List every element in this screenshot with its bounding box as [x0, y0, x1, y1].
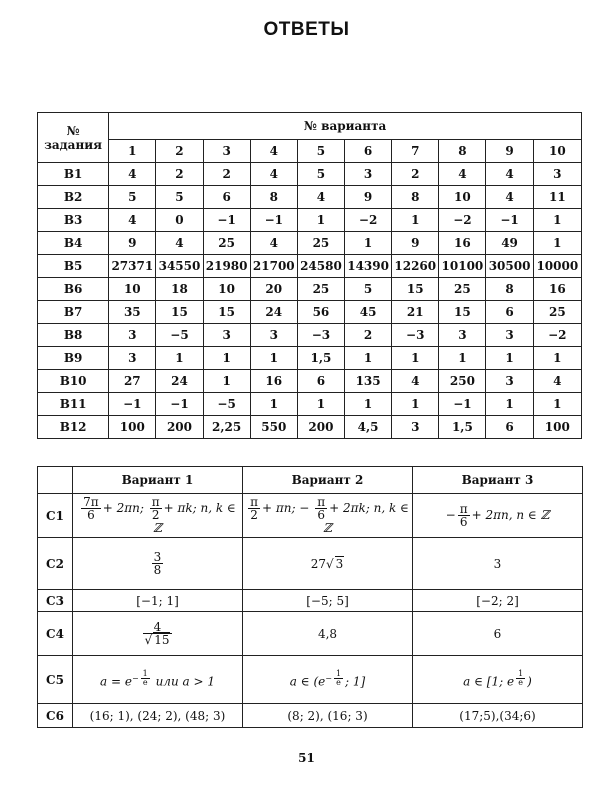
answer-cell: 25: [533, 301, 581, 324]
answer-cell: 21: [392, 301, 439, 324]
table-row: [38, 324, 582, 347]
row-label: B6: [38, 278, 109, 301]
answer-cell: 4: [439, 163, 486, 186]
answer-cell: 1,5: [439, 416, 486, 439]
variant-1-header: Вариант 1: [73, 467, 243, 494]
fraction: $\frac{\pi}{2}$: [250, 495, 258, 522]
row-label: B3: [38, 209, 109, 232]
row-label: B8: [38, 324, 109, 347]
answer-cell: 1: [439, 347, 486, 370]
answer-cell: 20: [250, 278, 297, 301]
answer-cell: 8: [486, 278, 533, 301]
answer-cell: 5: [109, 186, 156, 209]
answer-cell: 1: [533, 209, 581, 232]
answer-cell: 6: [297, 370, 344, 393]
answer-cell: 35: [109, 301, 156, 324]
answer-cell: 2: [203, 163, 250, 186]
answer-cell: 16: [533, 278, 581, 301]
answer-cell: 4: [533, 370, 581, 393]
answer-cell: 24: [250, 301, 297, 324]
answer-cell: −1: [486, 209, 533, 232]
answer-cell: 8: [250, 186, 297, 209]
row-label: B1: [38, 163, 109, 186]
answer-cell: [−2; 2]: [413, 590, 583, 612]
answer-cell: 18: [156, 278, 203, 301]
table-row: [38, 163, 582, 186]
table-row: [38, 494, 583, 538]
answer-cell: 21700: [250, 255, 297, 278]
answer-cell: 25: [439, 278, 486, 301]
answer-cell: 550: [250, 416, 297, 439]
answer-cell: 16: [439, 232, 486, 255]
answer-cell: $a = e^{- \frac{1}{e}}$ или a > 1: [73, 656, 243, 704]
row-label: B9: [38, 347, 109, 370]
fraction: $\frac{4}{√ 15}$: [143, 621, 173, 646]
fraction: $\frac{3}{8}$: [153, 550, 162, 577]
answers-table-b: [37, 112, 582, 439]
answer-cell: 5: [345, 278, 392, 301]
answer-cell: (8; 2), (16; 3): [243, 704, 413, 728]
answer-cell: 12260: [392, 255, 439, 278]
answers-table-c: [37, 466, 583, 728]
variant-number-cell: 10: [533, 140, 581, 163]
answer-cell: − $\frac{\pi}{6}$ + 2πn, n ∈ ℤ: [413, 494, 583, 538]
fraction: $\frac{\pi}{6}$: [459, 502, 468, 529]
answer-cell: −1: [439, 393, 486, 416]
answer-cell: 9: [345, 186, 392, 209]
answer-cell: 4: [250, 232, 297, 255]
answer-cell: 2: [156, 163, 203, 186]
answer-cell: (16; 1), (24; 2), (48; 3): [73, 704, 243, 728]
answer-cell: 1: [345, 393, 392, 416]
table-row: [38, 301, 582, 324]
variant-number-cell: 5: [297, 140, 344, 163]
answer-cell: 2,25: [203, 416, 250, 439]
answer-cell: −1: [109, 393, 156, 416]
answer-cell: 4: [486, 163, 533, 186]
answer-cell: 10000: [533, 255, 581, 278]
answer-cell: 6: [203, 186, 250, 209]
answer-cell: 1: [392, 393, 439, 416]
row-label: B5: [38, 255, 109, 278]
answer-cell: 4: [250, 163, 297, 186]
page-title: ОТВЕТЫ: [263, 19, 350, 40]
table-row: [38, 347, 582, 370]
answer-cell: 14390: [345, 255, 392, 278]
variant-number-cell: 1: [109, 140, 156, 163]
sqrt-radicand: 15: [154, 633, 170, 647]
row-label: C5: [38, 656, 73, 704]
answer-cell: 1: [392, 209, 439, 232]
answer-cell: 1: [156, 347, 203, 370]
answer-cell: 30500: [486, 255, 533, 278]
answer-cell: 27371: [109, 255, 156, 278]
answer-cell: 3: [392, 416, 439, 439]
answer-cell: 15: [439, 301, 486, 324]
answer-cell: 1: [486, 393, 533, 416]
answer-cell: 4: [297, 186, 344, 209]
answer-cell: 9: [109, 232, 156, 255]
answer-cell: −3: [297, 324, 344, 347]
answer-cell: 3: [345, 163, 392, 186]
answer-cell: 0: [156, 209, 203, 232]
answer-cell: 4: [486, 186, 533, 209]
answer-cell: 6: [413, 612, 583, 656]
answer-cell: 1: [297, 209, 344, 232]
answer-cell: 25: [297, 232, 344, 255]
variant-2-header: Вариант 2: [243, 467, 413, 494]
answer-cell: [73, 538, 243, 590]
answer-cell: 1: [250, 347, 297, 370]
answer-cell: 10: [439, 186, 486, 209]
row-label: C3: [38, 590, 73, 612]
answer-cell: 2: [392, 163, 439, 186]
answer-cell: 1: [250, 393, 297, 416]
answer-cell: 15: [203, 301, 250, 324]
answer-cell: 3: [203, 324, 250, 347]
answer-cell: 16: [250, 370, 297, 393]
answer-cell: 27: [109, 370, 156, 393]
answer-cell: 4: [109, 209, 156, 232]
answer-cell: 1,5: [297, 347, 344, 370]
answer-cell: 100: [533, 416, 581, 439]
row-label: C4: [38, 612, 73, 656]
answer-cell: 1: [533, 232, 581, 255]
answer-cell: 4: [109, 163, 156, 186]
answer-cell: −2: [439, 209, 486, 232]
answer-cell: [−5; 5]: [243, 590, 413, 612]
row-label: C1: [38, 494, 73, 538]
answer-cell: 3: [109, 347, 156, 370]
answer-cell: 3: [533, 163, 581, 186]
row-label: B7: [38, 301, 109, 324]
row-label: B2: [38, 186, 109, 209]
answer-cell: 15: [156, 301, 203, 324]
answer-cell: 10: [203, 278, 250, 301]
answer-cell: 1: [533, 393, 581, 416]
variant-number-cell: 6: [345, 140, 392, 163]
answer-cell: 49: [486, 232, 533, 255]
answer-cell: 250: [439, 370, 486, 393]
variant-header-row: [38, 140, 582, 163]
answer-cell: 200: [297, 416, 344, 439]
table-row: [38, 416, 582, 439]
table-row: [38, 232, 582, 255]
answer-cell: 25: [203, 232, 250, 255]
answer-cell: 4: [392, 370, 439, 393]
table-row: [38, 612, 583, 656]
answer-cell: −5: [156, 324, 203, 347]
task-number-header: № задания: [38, 113, 109, 163]
table-row: [38, 209, 582, 232]
variant-number-cell: 2: [156, 140, 203, 163]
answer-cell: a ∈ ($e^{- \frac{1}{e}}$ ; 1]: [243, 656, 413, 704]
answer-cell: −1: [250, 209, 297, 232]
corner-cell: [38, 467, 73, 494]
row-label: B12: [38, 416, 109, 439]
answer-cell: 5: [156, 186, 203, 209]
row-label: C2: [38, 538, 73, 590]
answer-cell: 6: [486, 301, 533, 324]
answer-cell: −2: [345, 209, 392, 232]
answer-cell: 3: [439, 324, 486, 347]
answer-cell: 10: [109, 278, 156, 301]
variant-number-cell: 9: [486, 140, 533, 163]
answer-cell: 1: [486, 347, 533, 370]
answer-cell: 1: [203, 370, 250, 393]
table-row: [38, 704, 583, 728]
answer-cell: 25: [297, 278, 344, 301]
answer-cell: 1: [392, 347, 439, 370]
answer-cell: 9: [392, 232, 439, 255]
answer-cell: 3: [109, 324, 156, 347]
answer-cell: 24: [156, 370, 203, 393]
page-number: 51: [298, 751, 315, 765]
answer-cell: 6: [486, 416, 533, 439]
table-row: [38, 393, 582, 416]
row-label: B11: [38, 393, 109, 416]
answer-cell: $\frac{\pi}{2}$ + πn; − $\frac{\pi}{6}$ + 2πk; n, k ∈ ℤ: [243, 494, 413, 538]
fraction: $\frac{\pi}{6}$: [317, 495, 326, 522]
answer-cell: 1: [297, 393, 344, 416]
table-row: [38, 186, 582, 209]
answer-cell: 21980: [203, 255, 250, 278]
fraction: $\frac{\pi}{2}$: [151, 495, 160, 522]
fraction: $\frac{7\pi}{6}$: [83, 495, 99, 522]
answer-cell: 34550: [156, 255, 203, 278]
answer-cell: 8: [392, 186, 439, 209]
answer-cell: 200: [156, 416, 203, 439]
table-row: [38, 656, 583, 704]
answer-cell: −3: [392, 324, 439, 347]
answer-cell: 11: [533, 186, 581, 209]
answer-cell: 4: [156, 232, 203, 255]
answer-cell: 135: [345, 370, 392, 393]
answer-cell: 3: [486, 324, 533, 347]
answer-cell: −2: [533, 324, 581, 347]
answer-cell: [−1; 1]: [73, 590, 243, 612]
answer-cell: 4,5: [345, 416, 392, 439]
variant-number-header: № варианта: [109, 113, 582, 140]
answer-cell: −1: [156, 393, 203, 416]
answer-cell: 100: [109, 416, 156, 439]
answer-cell: 1: [533, 347, 581, 370]
variant-number-cell: 3: [203, 140, 250, 163]
answer-cell: 27√ 3: [243, 538, 413, 590]
answer-cell: (17;5),(34;6): [413, 704, 583, 728]
variant-number-cell: 8: [439, 140, 486, 163]
answer-cell: 1: [203, 347, 250, 370]
answer-cell: 15: [392, 278, 439, 301]
answer-cell: 1: [345, 232, 392, 255]
answer-cell: 4,8: [243, 612, 413, 656]
row-label: B4: [38, 232, 109, 255]
variant-number-cell: 7: [392, 140, 439, 163]
answer-cell: 3: [413, 538, 583, 590]
sqrt-radicand: 3: [335, 556, 344, 571]
answer-cell: −5: [203, 393, 250, 416]
row-label: C6: [38, 704, 73, 728]
table-row: [38, 590, 583, 612]
answer-cell: a ∈ [1; e $^{\frac{1}{e}}$ ): [413, 656, 583, 704]
answer-cell: 2: [345, 324, 392, 347]
answer-cell: $\frac{7\pi}{6}$ + 2πn; $\frac{\pi}{2}$ + πk; n, k ∈ ℤ: [73, 494, 243, 538]
answer-cell: 45: [345, 301, 392, 324]
row-label: B10: [38, 370, 109, 393]
answer-cell: 56: [297, 301, 344, 324]
variant-3-header: Вариант 3: [413, 467, 583, 494]
answer-cell: 24580: [297, 255, 344, 278]
answer-cell: 3: [250, 324, 297, 347]
answer-cell: 1: [345, 347, 392, 370]
table-row: [38, 370, 582, 393]
answer-cell: 5: [297, 163, 344, 186]
answer-cell: [73, 612, 243, 656]
answer-cell: 3: [486, 370, 533, 393]
answer-cell: 10100: [439, 255, 486, 278]
table-row: [38, 538, 583, 590]
table-row: [38, 255, 582, 278]
variant-number-cell: 4: [250, 140, 297, 163]
answer-cell: −1: [203, 209, 250, 232]
table-row: [38, 278, 582, 301]
